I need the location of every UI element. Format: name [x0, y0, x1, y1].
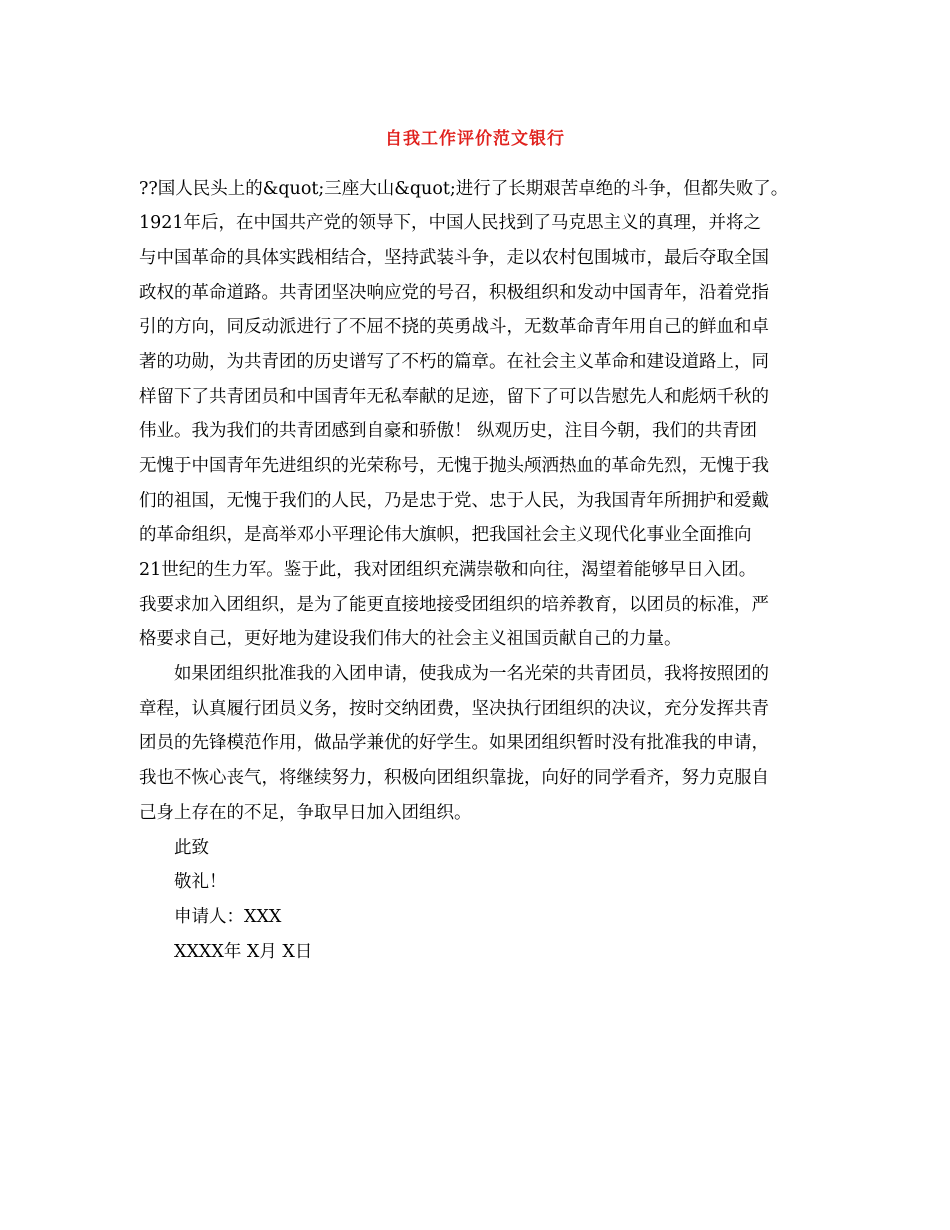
body-line: 我也不恢心丧气，将继续努力，积极向团组织靠拢，向好的同学看齐，努力克服自 [139, 768, 769, 788]
body-line: 们的祖国，无愧于我们的人民，乃是忠于党、忠于人民，为我国青年所拥护和爱戴 [139, 491, 769, 511]
applicant-signature: 申请人：XXX [174, 907, 282, 927]
body-line: 政权的革命道路。共青团坚决响应党的号召，积极组织和发动中国青年，沿着党指 [139, 283, 769, 303]
body-line: 著的功勋，为共青团的历史谱写了不朽的篇章。在社会主义革命和建设道路上，同 [139, 352, 769, 372]
body-line: 己身上存在的不足，争取早日加入团组织。 [139, 803, 472, 823]
closing-regards: 敬礼！ [174, 872, 227, 892]
body-line: 21世纪的生力军。鉴于此，我对团组织充满崇敬和向往，渴望着能够早日入团。 [139, 560, 757, 580]
closing-salutation: 此致 [174, 838, 209, 858]
body-line: 1921年后，在中国共产党的领导下，中国人民找到了马克思主义的真理，并将之 [139, 213, 762, 233]
body-line: 伟业。我为我们的共青团感到自豪和骄傲！ 纵观历史，注目今朝，我们的共青团 [139, 421, 758, 441]
body-line: 团员的先锋模范作用，做品学兼优的好学生。如果团组织暂时没有批准我的申请， [139, 733, 769, 753]
body-line: 无愧于中国青年先进组织的光荣称号，无愧于抛头颅洒热血的革命先烈，无愧于我 [139, 456, 769, 476]
body-line: 格要求自己，更好地为建设我们伟大的社会主义祖国贡献自己的力量。 [139, 629, 682, 649]
body-line: ??国人民头上的&quot;三座大山&quot;进行了长期艰苦卓绝的斗争，但都失败了。 [139, 179, 789, 199]
body-line: 样留下了共青团员和中国青年无私奉献的足迹，留下了可以告慰先人和彪炳千秋的 [139, 387, 769, 407]
body-line: 与中国革命的具体实践相结合，坚持武装斗争，走以农村包围城市，最后夺取全国 [139, 248, 769, 268]
paragraph-start-line: 如果团组织批准我的入团申请，使我成为一名光荣的共青团员，我将按照团的 [174, 664, 769, 684]
body-line: 我要求加入团组织，是为了能更直接地接受团组织的培养教育，以团员的标准，严 [139, 595, 769, 615]
application-date: XXXX年 X月 X日 [174, 942, 313, 962]
body-line: 的革命组织，是高举邓小平理论伟大旗帜，把我国社会主义现代化事业全面推向 [139, 525, 752, 545]
body-line: 引的方向，同反动派进行了不屈不挠的英勇战斗，无数革命青年用自己的鲜血和卓 [139, 317, 769, 337]
body-line: 章程，认真履行团员义务，按时交纳团费，坚决执行团组织的决议，充分发挥共青 [139, 699, 769, 719]
document-title: 自我工作评价范文银行 [385, 129, 565, 149]
